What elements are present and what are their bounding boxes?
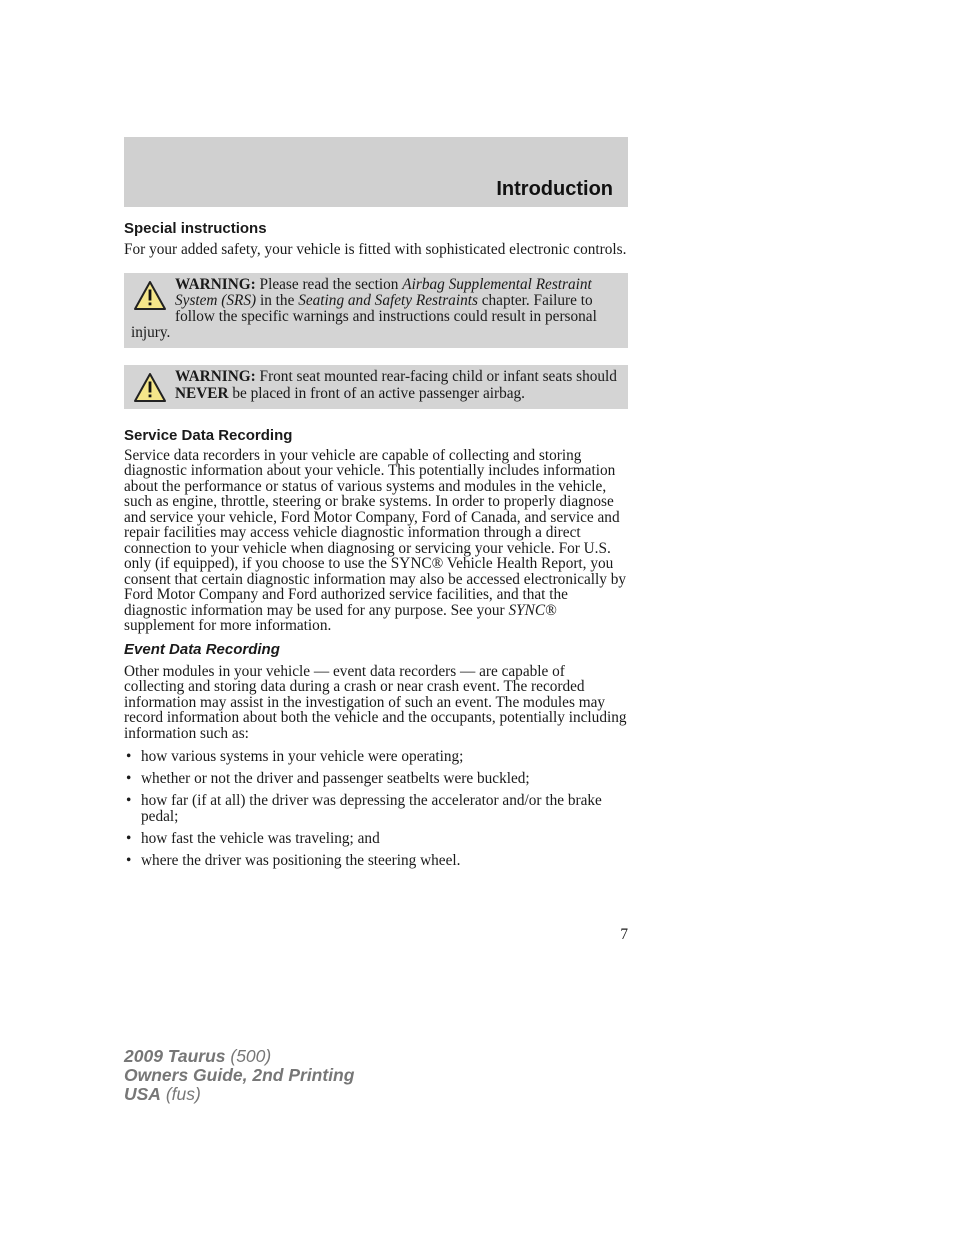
event-data-list: [124, 749, 628, 869]
event-data-recording-heading: Event Data Recording: [124, 640, 280, 658]
footer-line-model: 2009 Taurus (500): [124, 1046, 272, 1066]
list-item: • how various systems in your vehicle were operating;: [126, 748, 464, 766]
sync-reference: SYNC®: [508, 601, 557, 619]
footer-line-guide: Owners Guide, 2nd Printing: [124, 1065, 355, 1085]
service-data-recording-heading: Service Data Recording: [124, 426, 293, 444]
list-item: • how fast the vehicle was traveling; and: [126, 830, 380, 848]
warning-ref-section: Airbag Supplemental Restraint System (SRS): [175, 275, 592, 309]
warning-ref-chapter: Seating and Safety Restraints: [298, 291, 478, 309]
list-item: • where the driver was positioning the steering wheel.: [126, 852, 461, 870]
document-footer: [124, 1047, 354, 1104]
list-item: • how far (if at all) the driver was depressing the accelerator and/or the brake pedal;: [126, 792, 602, 826]
warning-box-airbag: [124, 273, 628, 349]
warning-triangle-icon: [133, 371, 167, 405]
warning-label: WARNING:: [175, 368, 256, 386]
warning-text: be placed in front of an active passenger airbag.: [228, 384, 526, 402]
warning-box-child-seat: [124, 365, 628, 408]
page-number: 7: [620, 926, 628, 943]
section-header: [124, 137, 628, 207]
footer-line-region: USA (fus): [124, 1084, 201, 1104]
warning-label: WARNING:: [175, 275, 256, 293]
special-instructions-heading: Special instructions: [124, 220, 267, 237]
warning-text: Please read the section: [255, 275, 403, 293]
event-data-recording-text: Other modules in your vehicle — event data recorders — are capable of collecting and storing data during a crash or near crash event. The recorded information may assist in the investigation of such an event. The modules may record information about both the vehicle and the occupants, potentially including information such as:: [124, 662, 627, 742]
warning-emphasis: NEVER: [175, 384, 229, 402]
section-title: Introduction: [496, 178, 613, 200]
warning-triangle-icon: [133, 279, 167, 313]
warning-text: chapter. Failure to follow the specific warnings and instructions could result in personal injury.: [131, 291, 597, 342]
warning-text: Front seat mounted rear-facing child or infant seats should: [255, 368, 617, 386]
warning-text: in the: [256, 291, 299, 309]
page-content: [124, 218, 628, 869]
service-data-recording-text: Service data recorders in your vehicle are capable of collecting and storing diagnostic information about your vehicle. This potentially includes information about the performance or status of various systems and modules in the vehicle, such as engine, throttle, steering or brake systems. In order to properly diagnose and service your vehicle, Ford Motor Company, Ford of Canada, and service and repair facilities may access vehicle diagnostic information through a direct connection to your vehicle when diagnosing or servicing your vehicle. For U.S. only (if equipped), if you choose to use the SYNC® Vehicle Health Report, you consent that certain diagnostic information may also be accessed electronically by Ford Motor Company and Ford authorized service facilities, and that the diagnostic information may be used for any purpose. See your SYNC® supplement for more information.: [124, 446, 627, 635]
special-instructions-text: For your added safety, your vehicle is fitted with sophisticated electronic controls.: [124, 241, 627, 258]
list-item: • whether or not the driver and passenger seatbelts were buckled;: [126, 770, 530, 788]
